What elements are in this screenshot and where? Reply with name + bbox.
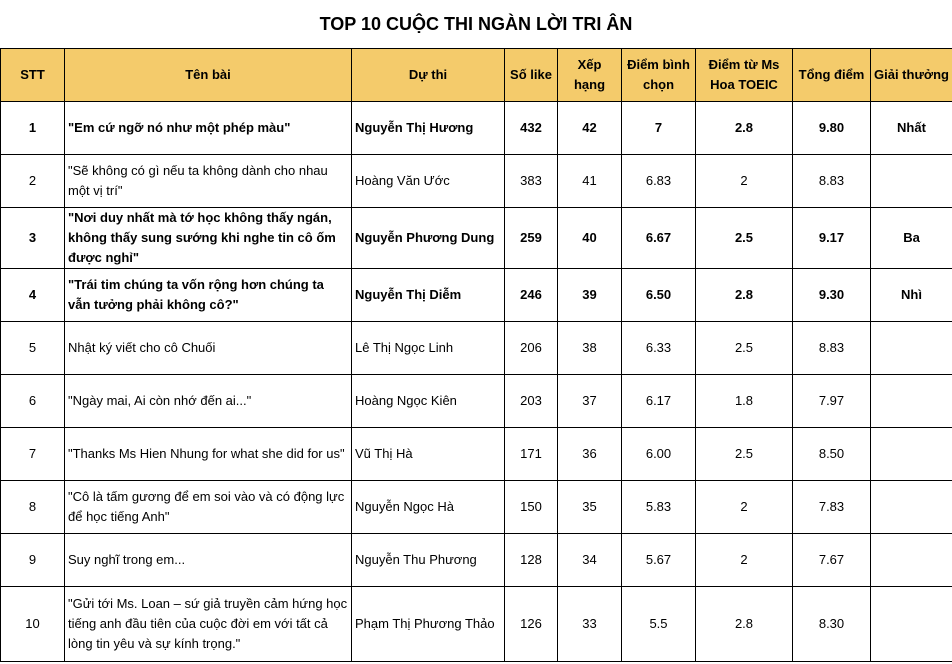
cell-diem-ms-hoa: 2: [696, 155, 793, 208]
cell-xep-hang: 34: [558, 534, 622, 587]
cell-du-thi: Nguyễn Thị Diễm: [352, 269, 505, 322]
cell-stt: 1: [1, 102, 65, 155]
cell-stt: 4: [1, 269, 65, 322]
cell-giai-thuong: [871, 534, 952, 587]
header-diem-binh-chon: Điểm bình chọn: [622, 49, 696, 102]
header-so-like: Số like: [505, 49, 558, 102]
cell-diem-binh-chon: 5.5: [622, 587, 696, 662]
cell-diem-ms-hoa: 2.8: [696, 587, 793, 662]
table-row: [1, 322, 952, 375]
cell-diem-ms-hoa: 2.5: [696, 428, 793, 481]
header-ten-bai: Tên bài: [65, 49, 352, 102]
cell-so-like: 126: [505, 587, 558, 662]
cell-stt: 9: [1, 534, 65, 587]
cell-ten-bai: "Trái tim chúng ta vốn rộng hơn chúng ta vẫn tưởng phải không cô?": [65, 269, 352, 322]
cell-giai-thuong: [871, 322, 952, 375]
cell-diem-ms-hoa: 2: [696, 481, 793, 534]
page-title: TOP 10 CUỘC THI NGÀN LỜI TRI ÂN: [319, 13, 633, 34]
cell-giai-thuong: Nhì: [871, 269, 952, 322]
cell-tong-diem: 8.50: [793, 428, 871, 481]
cell-diem-ms-hoa: 2.8: [696, 102, 793, 155]
cell-ten-bai: "Sẽ không có gì nếu ta không dành cho nhau một vị trí": [65, 155, 352, 208]
cell-ten-bai: Suy nghĩ trong em...: [65, 534, 352, 587]
table-row: [1, 428, 952, 481]
cell-diem-binh-chon: 6.00: [622, 428, 696, 481]
cell-du-thi: Phạm Thị Phương Thảo: [352, 587, 505, 662]
cell-diem-ms-hoa: 2.5: [696, 322, 793, 375]
cell-diem-ms-hoa: 2.5: [696, 208, 793, 269]
cell-xep-hang: 39: [558, 269, 622, 322]
table-row: [1, 155, 952, 208]
cell-diem-binh-chon: 6.67: [622, 208, 696, 269]
header-du-thi: Dự thi: [352, 49, 505, 102]
cell-diem-binh-chon: 7: [622, 102, 696, 155]
cell-diem-ms-hoa: 2: [696, 534, 793, 587]
header-tong-diem: Tổng điểm: [793, 49, 871, 102]
table-row: [1, 375, 952, 428]
cell-diem-ms-hoa: 1.8: [696, 375, 793, 428]
cell-giai-thuong: [871, 587, 952, 662]
cell-ten-bai: "Cô là tấm gương để em soi vào và có động lực để học tiếng Anh": [65, 481, 352, 534]
cell-ten-bai: Nhật ký viết cho cô Chuối: [65, 322, 352, 375]
cell-du-thi: Vũ Thị Hà: [352, 428, 505, 481]
cell-so-like: 206: [505, 322, 558, 375]
cell-stt: 8: [1, 481, 65, 534]
cell-du-thi: Nguyễn Thị Hương: [352, 102, 505, 155]
header-xep-hang: Xếp hạng: [558, 49, 622, 102]
cell-tong-diem: 9.17: [793, 208, 871, 269]
table-row: [1, 534, 952, 587]
cell-xep-hang: 37: [558, 375, 622, 428]
cell-ten-bai: "Em cứ ngỡ nó như một phép màu": [65, 102, 352, 155]
cell-so-like: 203: [505, 375, 558, 428]
cell-diem-binh-chon: 6.50: [622, 269, 696, 322]
cell-so-like: 259: [505, 208, 558, 269]
table-row: [1, 208, 952, 269]
cell-giai-thuong: Ba: [871, 208, 952, 269]
cell-du-thi: Nguyễn Phương Dung: [352, 208, 505, 269]
header-row: [1, 49, 952, 102]
cell-so-like: 150: [505, 481, 558, 534]
cell-giai-thuong: [871, 481, 952, 534]
cell-stt: 7: [1, 428, 65, 481]
cell-tong-diem: 7.67: [793, 534, 871, 587]
cell-so-like: 246: [505, 269, 558, 322]
cell-diem-ms-hoa: 2.8: [696, 269, 793, 322]
cell-xep-hang: 36: [558, 428, 622, 481]
cell-ten-bai: "Thanks Ms Hien Nhung for what she did for us": [65, 428, 352, 481]
cell-so-like: 128: [505, 534, 558, 587]
header-giai-thuong: Giải thưởng: [871, 49, 952, 102]
cell-du-thi: Nguyễn Thu Phương: [352, 534, 505, 587]
cell-stt: 6: [1, 375, 65, 428]
cell-diem-binh-chon: 6.17: [622, 375, 696, 428]
cell-tong-diem: 7.83: [793, 481, 871, 534]
cell-so-like: 432: [505, 102, 558, 155]
cell-du-thi: Hoàng Ngọc Kiên: [352, 375, 505, 428]
cell-tong-diem: 8.30: [793, 587, 871, 662]
cell-giai-thuong: Nhất: [871, 102, 952, 155]
cell-du-thi: Lê Thị Ngọc Linh: [352, 322, 505, 375]
cell-giai-thuong: [871, 375, 952, 428]
header-stt: STT: [1, 49, 65, 102]
cell-tong-diem: 9.80: [793, 102, 871, 155]
table-row: [1, 269, 952, 322]
cell-so-like: 171: [505, 428, 558, 481]
header-diem-ms-hoa: Điểm từ Ms Hoa TOEIC: [696, 49, 793, 102]
cell-stt: 10: [1, 587, 65, 662]
cell-du-thi: Hoàng Văn Ước: [352, 155, 505, 208]
table-row: [1, 587, 952, 662]
cell-xep-hang: 40: [558, 208, 622, 269]
cell-diem-binh-chon: 6.83: [622, 155, 696, 208]
cell-tong-diem: 8.83: [793, 155, 871, 208]
cell-stt: 2: [1, 155, 65, 208]
cell-giai-thuong: [871, 155, 952, 208]
cell-tong-diem: 7.97: [793, 375, 871, 428]
cell-xep-hang: 33: [558, 587, 622, 662]
cell-so-like: 383: [505, 155, 558, 208]
cell-du-thi: Nguyễn Ngọc Hà: [352, 481, 505, 534]
cell-ten-bai: "Ngày mai, Ai còn nhớ đến ai...": [65, 375, 352, 428]
results-table: [0, 48, 952, 662]
cell-tong-diem: 8.83: [793, 322, 871, 375]
cell-diem-binh-chon: 5.83: [622, 481, 696, 534]
cell-xep-hang: 41: [558, 155, 622, 208]
cell-ten-bai: "Gửi tới Ms. Loan – sứ giả truyền cảm hứng học tiếng anh đầu tiên của cuộc đời em với tất cả lòng tin yêu và sự kính trọng.": [65, 587, 352, 662]
cell-giai-thuong: [871, 428, 952, 481]
cell-tong-diem: 9.30: [793, 269, 871, 322]
table-row: [1, 102, 952, 155]
cell-stt: 5: [1, 322, 65, 375]
cell-ten-bai: "Nơi duy nhất mà tớ học không thấy ngán, không thấy sung sướng khi nghe tin cô ốm được nghỉ": [65, 208, 352, 269]
cell-diem-binh-chon: 6.33: [622, 322, 696, 375]
cell-xep-hang: 38: [558, 322, 622, 375]
cell-xep-hang: 42: [558, 102, 622, 155]
cell-diem-binh-chon: 5.67: [622, 534, 696, 587]
cell-stt: 3: [1, 208, 65, 269]
table-row: [1, 481, 952, 534]
cell-xep-hang: 35: [558, 481, 622, 534]
